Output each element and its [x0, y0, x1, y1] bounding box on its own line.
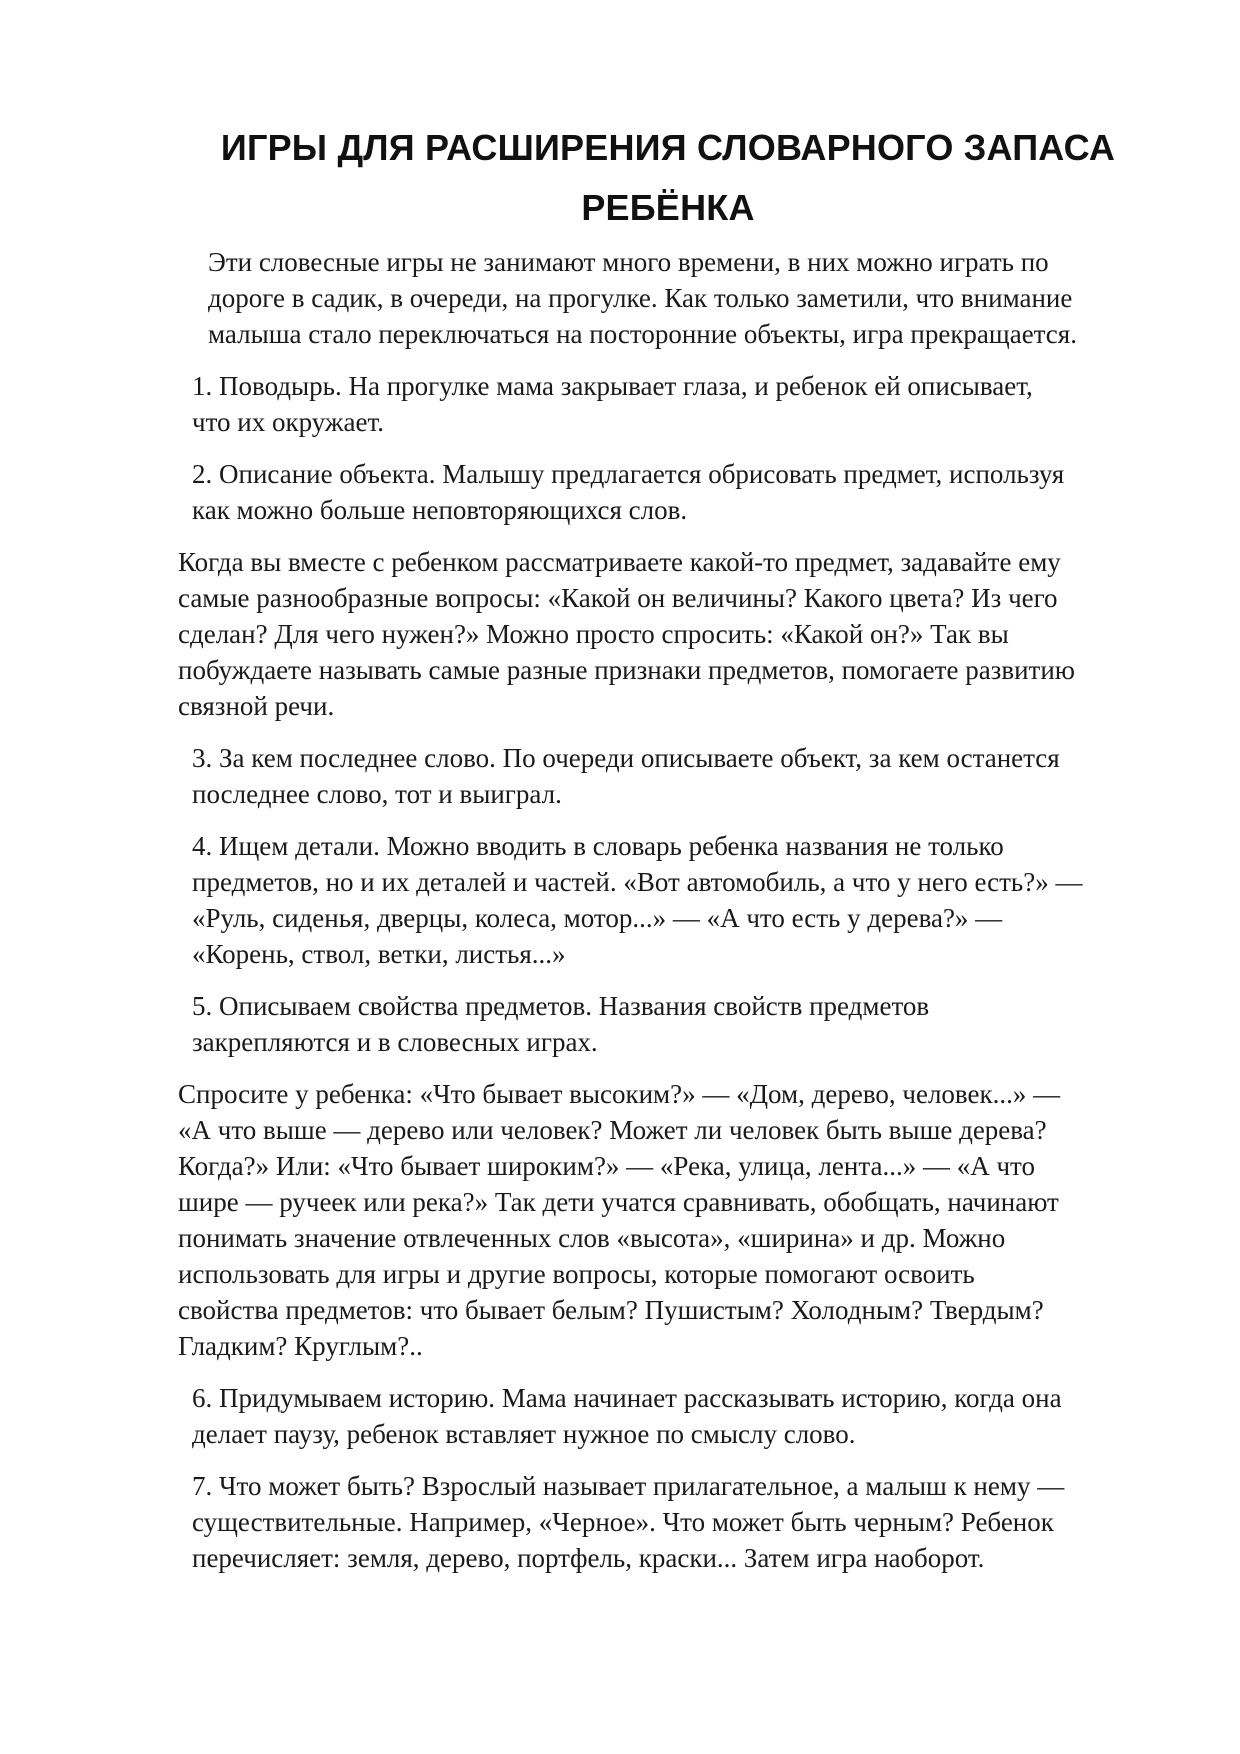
text-line: Эти словесные игры не занимают много времени, в них можно играть по [208, 247, 1049, 277]
text-line: связной речи. [178, 691, 335, 721]
paragraph-game-7 [178, 1468, 1168, 1576]
text-line: понимать значение отвлеченных слов «высота», «ширина» и др. Можно [178, 1223, 1006, 1253]
paragraph-game-1 [178, 368, 1168, 440]
text-line: Спросите у ребенка: «Что бывает высоким?» — «Дом, дерево, человек...» — [178, 1079, 1061, 1109]
text-line: делает паузу, ребенок вставляет нужное по смыслу слово. [192, 1419, 856, 1449]
paragraph-game-6 [178, 1380, 1168, 1452]
text-line: «Руль, сиденья, дверцы, колеса, мотор...» — «А что есть у дерева?» — [192, 903, 1003, 933]
text-line: как можно больше неповторяющихся слов. [192, 495, 688, 525]
text-line: 7. Что может быть? Взрослый называет прилагательное, а малыш к нему — [192, 1471, 1065, 1501]
text-line: Когда?» Или: «Что бывает широким?» — «Река, улица, лента...» — «А что [178, 1151, 1035, 1181]
document-body [178, 244, 1168, 1592]
text-line: использовать для игры и другие вопросы, которые помогают освоить [178, 1259, 975, 1289]
text-line: последнее слово, тот и выиграл. [192, 779, 562, 809]
text-line: 2. Описание объекта. Малышу предлагается обрисовать предмет, используя [192, 459, 1065, 489]
text-line: сделан? Для чего нужен?» Можно просто спросить: «Какой он?» Так вы [178, 619, 1009, 649]
text-line: Когда вы вместе с ребенком рассматриваете какой-то предмет, задавайте ему [178, 547, 1061, 577]
text-line: 1. Поводырь. На прогулке мама закрывает глаза, и ребенок ей описывает, [192, 371, 1033, 401]
page-title [178, 118, 1158, 238]
paragraph-questions [178, 544, 1168, 724]
paragraph-game-3 [178, 740, 1168, 812]
paragraph-game-5 [178, 988, 1168, 1060]
text-line: Гладким? Круглым?.. [178, 1331, 423, 1361]
text-line: побуждаете называть самые разные признаки предметов, помогаете развитию [178, 655, 1075, 685]
text-line: существительные. Например, «Черное». Что может быть черным? Ребенок [192, 1507, 1054, 1537]
text-line: самые разнообразные вопросы: «Какой он величины? Какого цвета? Из чего [178, 583, 1058, 613]
paragraph-properties [178, 1076, 1168, 1364]
text-line: предметов, но и их деталей и частей. «Вот автомобиль, а что у него есть?» — [192, 867, 1083, 897]
paragraph-intro [178, 244, 1168, 352]
text-line: свойства предметов: что бывает белым? Пушистым? Холодным? Твердым? [178, 1295, 1044, 1325]
text-line: 4. Ищем детали. Можно вводить в словарь ребенка названия не только [192, 831, 1004, 861]
text-line: шире — ручеек или река?» Так дети учатся сравнивать, обобщать, начинают [178, 1187, 1059, 1217]
text-line: 5. Описываем свойства предметов. Названия свойств предметов [192, 991, 930, 1021]
text-line: 3. За кем последнее слово. По очереди описываете объект, за кем останется [192, 743, 1060, 773]
text-line: дороге в садик, в очереди, на прогулке. Как только заметили, что внимание [208, 283, 1073, 313]
text-line: закрепляются и в словесных играх. [192, 1027, 598, 1057]
text-line: «Корень, ствол, ветки, листья...» [192, 939, 566, 969]
title-line-2: РЕБЁНКА [581, 187, 755, 228]
text-line: что их окружает. [192, 407, 385, 437]
text-line: «А что выше — дерево или человек? Может ли человек быть выше дерева? [178, 1115, 1047, 1145]
text-line: 6. Придумываем историю. Мама начинает рассказывать историю, когда она [192, 1383, 1062, 1413]
text-line: малыша стало переключаться на посторонние объекты, игра прекращается. [208, 319, 1077, 349]
text-line: перечисляет: земля, дерево, портфель, краски... Затем игра наоборот. [192, 1543, 985, 1573]
paragraph-game-4 [178, 828, 1168, 972]
title-line-1: ИГРЫ ДЛЯ РАСШИРЕНИЯ СЛОВАРНОГО ЗАПАСА [220, 127, 1116, 168]
paragraph-game-2 [178, 456, 1168, 528]
